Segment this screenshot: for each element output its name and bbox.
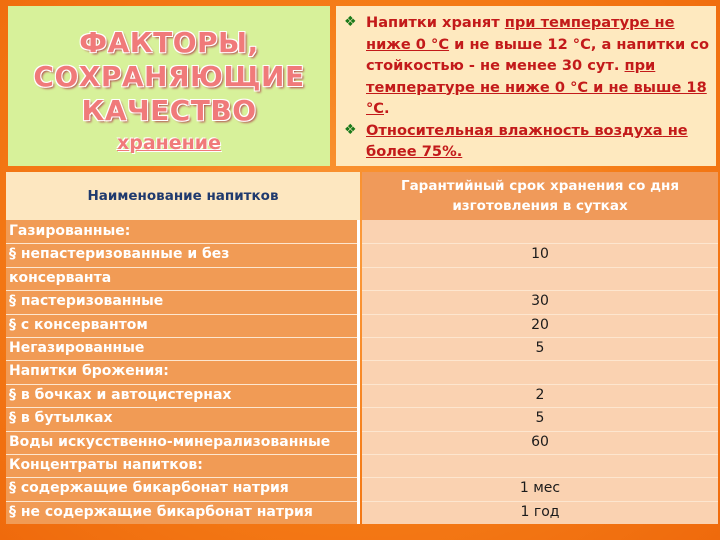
shelf-life-value: 1 год (520, 503, 560, 520)
row-divider (6, 360, 357, 361)
row-divider (6, 243, 357, 244)
row-divider (362, 314, 718, 315)
note-temperature (342, 12, 710, 120)
row-divider (362, 501, 718, 502)
beverage-column (6, 220, 360, 524)
header-shelf-life-line1: Гарантийный срок хранения со дня (400, 178, 680, 194)
row-divider (6, 407, 357, 408)
row-divider (362, 384, 718, 385)
beverage-label: § с консервантом (9, 316, 148, 333)
row-divider (362, 337, 718, 338)
shelf-life-value: 10 (531, 246, 549, 263)
beverage-label: Негазированные (9, 340, 145, 356)
note1-part3: и не выше 12 °С (449, 35, 591, 53)
note1-part5: при температуре не ниже 0 °С и не выше 18 °С (366, 57, 707, 117)
row-divider (362, 243, 718, 244)
beverage-label: § не содержащие бикарбонат натрия (9, 503, 313, 520)
note-humidity (342, 120, 710, 163)
diamond-bullet-icon: ❖ (344, 14, 357, 30)
row-divider (362, 477, 718, 478)
beverage-label: § непастеризованные и без (9, 246, 230, 263)
row-divider (6, 337, 357, 338)
row-divider (362, 267, 718, 268)
row-divider (6, 501, 357, 502)
beverage-label: Газированные: (9, 223, 131, 239)
beverage-label: Концентраты напитков: (9, 457, 203, 473)
beverage-label: § содержащие бикарбонат натрия (9, 480, 289, 497)
row-divider (362, 454, 718, 455)
shelf-life-value: 2 (535, 386, 545, 403)
storage-notes (336, 6, 716, 166)
title-line-2: СОХРАНЯЮЩИЕ (33, 60, 305, 93)
row-divider (6, 477, 357, 478)
note2-part1: Относительная влажность воздуха (366, 121, 663, 139)
note2-part2: не более 75%. (366, 121, 688, 160)
diamond-bullet-icon: ❖ (344, 121, 357, 138)
beverage-label: § в бочках и автоцистернах (9, 386, 232, 403)
subtitle: хранение (116, 132, 222, 154)
note1-part2: при температуре не ниже 0 °С (366, 14, 675, 53)
shelf-life-value: 20 (531, 316, 549, 333)
shelf-life-value: 1 мес (519, 480, 561, 497)
row-divider (6, 290, 357, 291)
row-divider (6, 384, 357, 385)
storage-table (6, 172, 718, 528)
row-divider (6, 267, 357, 268)
row-divider (6, 431, 357, 432)
title-panel (8, 6, 330, 166)
shelf-life-value: 5 (535, 410, 545, 427)
beverage-label: Воды искусственно-минерализованные (9, 433, 331, 450)
beverage-label: Напитки брожения: (9, 363, 169, 380)
shelf-life-value: 5 (535, 340, 545, 356)
note1-part1: Напитки хранят (366, 14, 505, 31)
header-shelf-life (362, 172, 718, 220)
shelf-life-value: 60 (531, 433, 549, 450)
shelf-life-value: 30 (531, 293, 549, 310)
title-line-3: КАЧЕСТВО (81, 94, 257, 127)
title-line-1: ФАКТОРЫ, (79, 26, 259, 59)
beverage-label: консерванта (9, 269, 112, 286)
row-divider (362, 290, 718, 291)
row-divider (362, 431, 718, 432)
note1-part4: , а напитки со стойкостью - не менее 30 сут. (366, 35, 709, 74)
header-shelf-life-line2: изготовления в сутках (452, 198, 628, 214)
header-beverage-name: Наименование напитков (6, 172, 360, 220)
beverage-label: § пастеризованные (9, 293, 164, 310)
row-divider (6, 454, 357, 455)
row-divider (6, 314, 357, 315)
shelf-life-column (362, 220, 718, 524)
note1-part6: . (384, 100, 390, 117)
row-divider (362, 360, 718, 361)
row-divider (362, 407, 718, 408)
beverage-label: § в бутылках (9, 410, 113, 427)
